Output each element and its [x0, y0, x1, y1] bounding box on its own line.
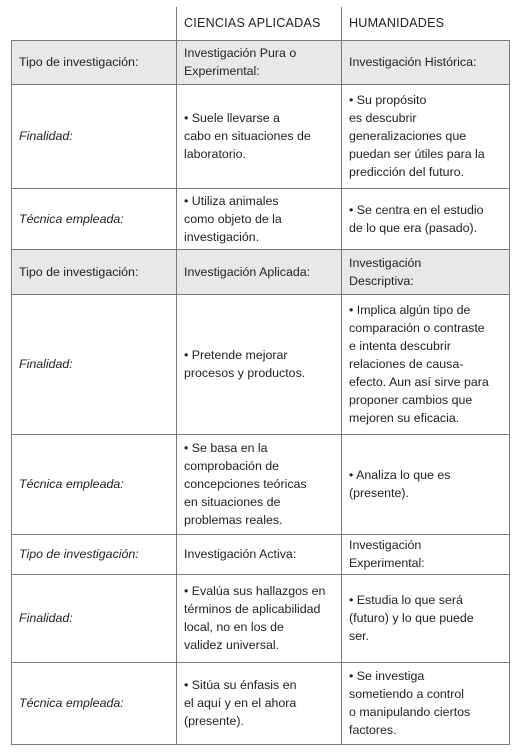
- row-label-text: Técnica empleada:: [19, 477, 124, 491]
- row-label-text: Tipo de investigación:: [19, 264, 139, 279]
- ciencias-cell-text: • Sitúa su énfasis en el aquí y en el ahora (presente).: [184, 678, 297, 728]
- humanidades-cell: [342, 188, 510, 249]
- humanidades-cell-text: • Se centra en el estudio de lo que era (pasado).: [349, 202, 484, 235]
- comparison-table: [11, 7, 510, 745]
- ciencias-cell: [177, 188, 342, 249]
- ciencias-cell-text: • Suele llevarse a cabo en situaciones de laboratorio.: [184, 111, 311, 161]
- humanidades-cell-text: • Analiza lo que es (presente).: [349, 468, 451, 500]
- humanidades-cell: [342, 40, 510, 84]
- table-row: [12, 662, 510, 744]
- row-label: [12, 534, 177, 574]
- table-row: [12, 188, 510, 249]
- table-row: [12, 84, 510, 188]
- header-humanidades: HUMANIDADES: [342, 7, 510, 40]
- ciencias-cell: [177, 574, 342, 662]
- row-label-text: Tipo de investigación:: [19, 55, 139, 69]
- row-label: [12, 574, 177, 662]
- row-label-text: Finalidad:: [19, 357, 73, 371]
- humanidades-cell: [342, 294, 510, 434]
- table-row: [12, 249, 510, 294]
- ciencias-cell-text: • Utiliza animales como objeto de la investigación.: [184, 193, 282, 244]
- row-label: [12, 249, 177, 294]
- table-header-row: [12, 7, 510, 40]
- humanidades-cell: [342, 249, 510, 294]
- ciencias-cell: [177, 40, 342, 84]
- row-label: [12, 84, 177, 188]
- ciencias-cell-text: Investigación Activa:: [184, 547, 297, 561]
- table-row: [12, 294, 510, 434]
- table-row: [12, 574, 510, 662]
- humanidades-cell-text: • Estudia lo que será (futuro) y lo que puede ser.: [349, 593, 474, 643]
- humanidades-cell-text: • Implica algún tipo de comparación o contraste e intenta descubrir relaciones de causa- efecto. Aun así sirve para proponer cambios que mejoren su eficacia.: [349, 303, 489, 425]
- table-row: [12, 434, 510, 534]
- humanidades-cell: [342, 534, 510, 574]
- table-row: [12, 534, 510, 574]
- row-label: [12, 188, 177, 249]
- ciencias-cell: [177, 249, 342, 294]
- ciencias-cell: [177, 434, 342, 534]
- row-label: [12, 40, 177, 84]
- ciencias-cell: [177, 294, 342, 434]
- row-label-text: Tipo de investigación:: [19, 547, 139, 561]
- ciencias-cell: [177, 662, 342, 744]
- humanidades-cell: [342, 574, 510, 662]
- ciencias-cell-text: Investigación Aplicada:: [184, 264, 311, 279]
- humanidades-cell: [342, 662, 510, 744]
- row-label-text: Finalidad:: [19, 129, 73, 143]
- humanidades-cell-text: Investigación Experimental:: [349, 538, 425, 570]
- ciencias-cell-text: • Se basa en la comprobación de concepciones teóricas en situaciones de problemas reales.: [184, 441, 307, 527]
- row-label-text: Técnica empleada:: [19, 211, 124, 226]
- row-label-text: Técnica empleada:: [19, 696, 124, 710]
- ciencias-cell-text: • Pretende mejorar procesos y productos.: [184, 348, 306, 380]
- humanidades-cell: [342, 84, 510, 188]
- header-ciencias-aplicadas: CIENCIAS APLICADAS: [177, 7, 342, 40]
- ciencias-cell-text: Investigación Pura o Experimental:: [184, 46, 297, 78]
- row-label: [12, 294, 177, 434]
- header-empty-cell: [12, 7, 177, 40]
- humanidades-cell: [342, 434, 510, 534]
- humanidades-cell-text: Investigación Descriptiva:: [349, 255, 422, 288]
- table-row: [12, 40, 510, 84]
- ciencias-cell: [177, 84, 342, 188]
- humanidades-cell-text: • Su propósito es descubrir generalizaciones que puedan ser útiles para la predicción del futuro.: [349, 93, 485, 179]
- row-label-text: Finalidad:: [19, 611, 73, 625]
- humanidades-cell-text: Investigación Histórica:: [349, 55, 477, 69]
- row-label: [12, 434, 177, 534]
- ciencias-cell-text: • Evalúa sus hallazgos en términos de aplicabilidad local, no en los de validez universal.: [184, 584, 326, 652]
- humanidades-cell-text: • Se investiga sometiendo a control o manipulando ciertos factores.: [349, 669, 471, 737]
- row-label: [12, 662, 177, 744]
- ciencias-cell: [177, 534, 342, 574]
